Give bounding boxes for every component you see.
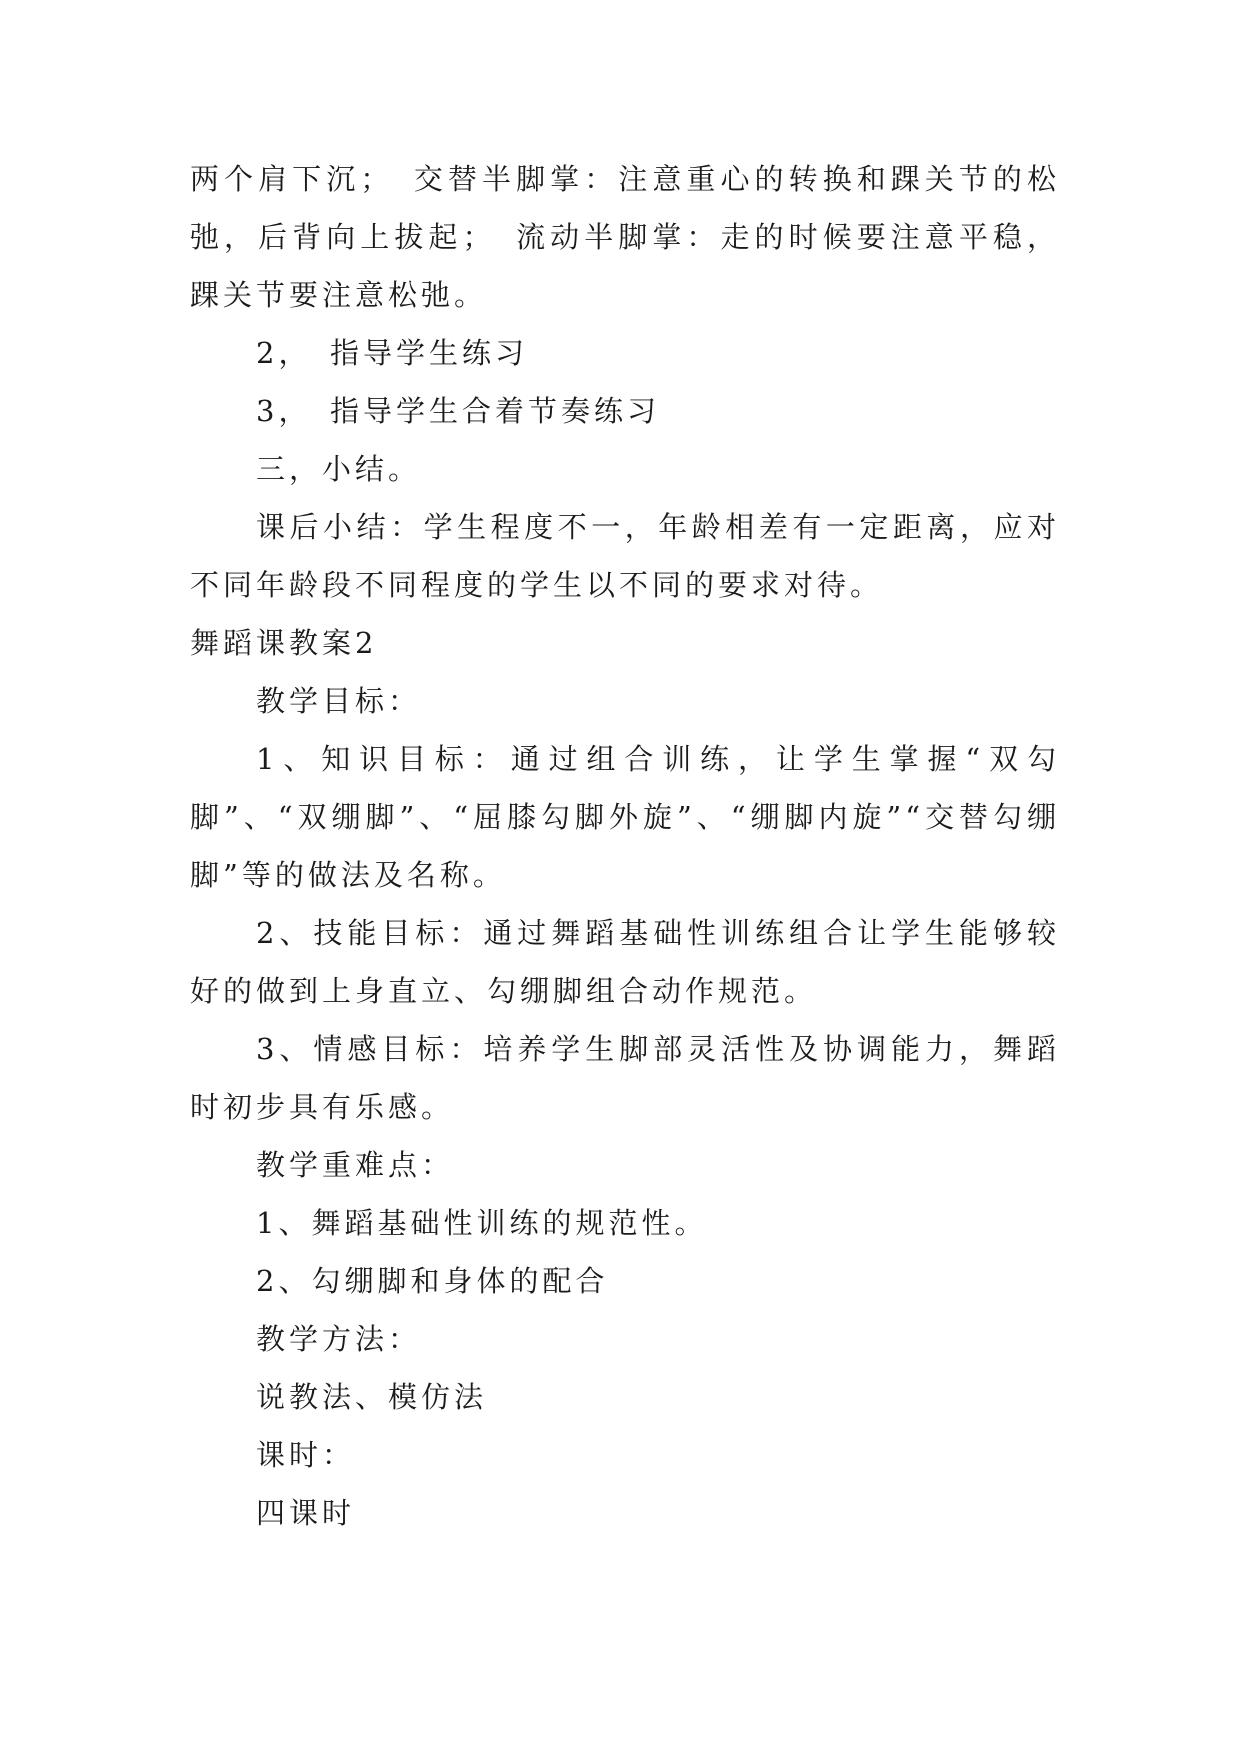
knowledge-goal: 1、知识目标：通过组合训练，让学生掌握“双勾脚”、“双绷脚”、“屈膝勾脚外旋”、“绷脚内旋”“交替勾绷脚”等的做法及名称。 (190, 742, 1060, 892)
key-difficulties-heading: 教学重难点： (256, 1148, 455, 1182)
teaching-goals-heading: 教学目标： (256, 684, 422, 718)
emotion-goal: 3、情感目标：培养学生脚部灵活性及协调能力，舞蹈时初步具有乐感。 (190, 1032, 1060, 1124)
paragraph-shoulder-and-half-toe: 两个肩下沉； 交替半脚掌：注意重心的转换和踝关节的松弛，后背向上拔起； 流动半脚掌：走的时候要注意平稳，踝关节要注意松弛。 (190, 162, 1060, 312)
lesson-plan-title: 舞蹈课教案2 (190, 626, 378, 660)
key-difficulty-2: 2、勾绷脚和身体的配合 (256, 1264, 609, 1298)
step-2-guide-practice: 2， 指导学生练习 (256, 336, 528, 370)
document-body (190, 150, 1060, 1542)
teaching-methods-value: 说教法、模仿法 (256, 1380, 488, 1414)
teaching-methods-heading: 教学方法： (256, 1322, 422, 1356)
class-hours-heading: 课时： (256, 1438, 356, 1472)
after-class-summary: 课后小结：学生程度不一，年龄相差有一定距离，应对不同年龄段不同程度的学生以不同的要求对待。 (190, 510, 1060, 602)
skill-goal: 2、技能目标：通过舞蹈基础性训练组合让学生能够较好的做到上身直立、勾绷脚组合动作规范。 (190, 916, 1060, 1008)
key-difficulty-1: 1、舞蹈基础性训练的规范性。 (256, 1206, 708, 1240)
class-hours-value: 四课时 (256, 1496, 356, 1530)
step-3-rhythm-practice: 3， 指导学生合着节奏练习 (256, 394, 660, 428)
section-three-summary: 三，小结。 (256, 452, 422, 486)
